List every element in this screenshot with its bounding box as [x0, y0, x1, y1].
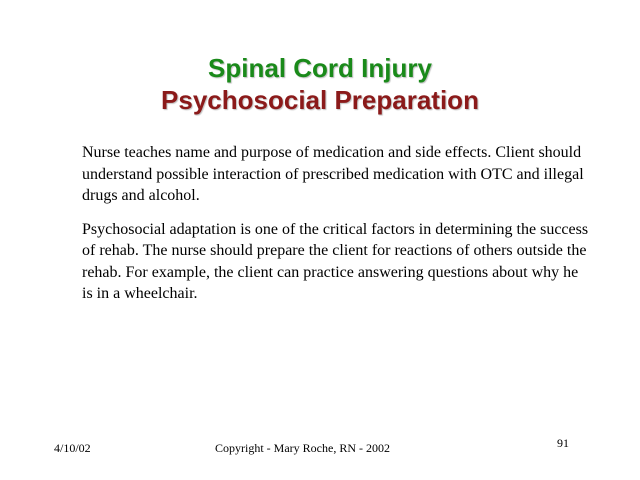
footer-copyright: Copyright - Mary Roche, RN - 2002 — [215, 441, 390, 455]
footer-date: 4/10/02 — [54, 441, 91, 455]
title-line-1: Spinal Cord Injury — [208, 53, 432, 83]
body-paragraph-medication: Nurse teaches name and purpose of medication and side effects. Client should understand possible interaction of prescribed medication with OTC and illegal drugs and alcohol. — [82, 144, 584, 204]
footer-page-number: 91 — [557, 436, 569, 450]
slide-title — [0, 52, 640, 116]
body-paragraph-adaptation: Psychosocial adaptation is one of the critical factors in determining the success of rehab. The nurse should prepare the client for reactions of others outside the rehab. For example, the client can practice answering questions about why he is in a wheelchair. — [82, 220, 589, 302]
title-line-2: Psychosocial Preparation — [161, 85, 479, 115]
slide-body — [82, 142, 592, 317]
